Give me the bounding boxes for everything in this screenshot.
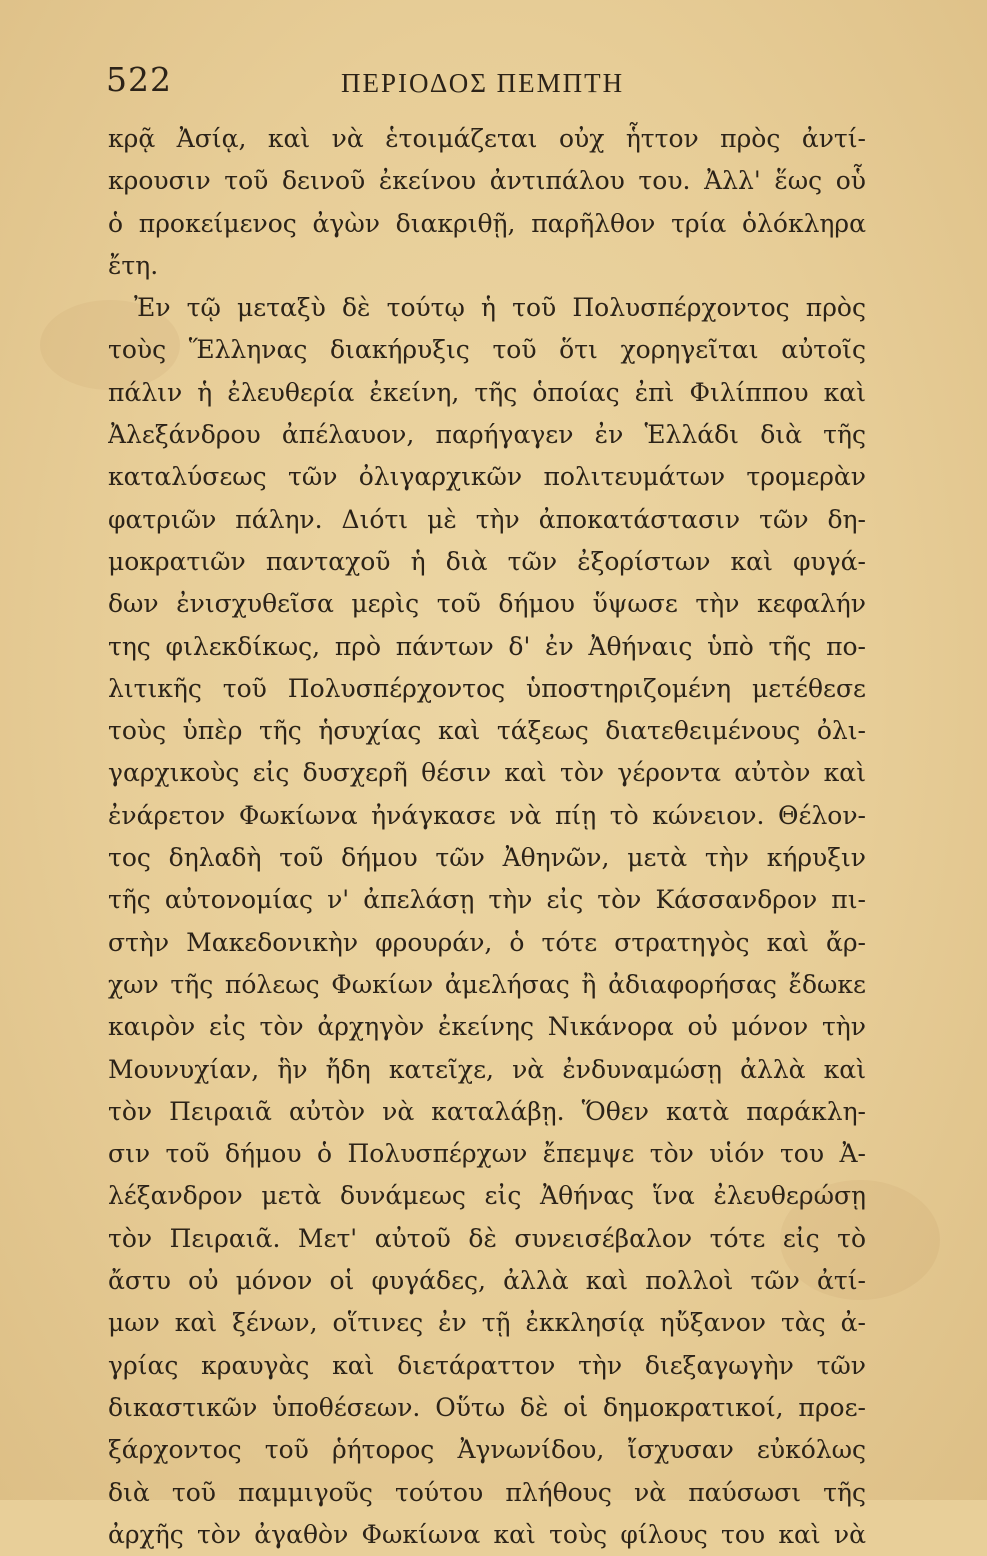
text-line: δικαστικῶν ὑποθέσεων. Οὕτω δὲ οἱ δημοκρατικοί, προε- xyxy=(108,1392,866,1422)
text-line: καιρὸν εἰς τὸν ἀρχηγὸν ἐκείνης Νικάνορα οὐ μόνον τὴν xyxy=(108,1012,866,1042)
text-line: ξάρχοντος τοῦ ῥήτορος Ἀγνωνίδου, ἴσχυσαν εὐκόλως xyxy=(108,1435,866,1465)
text-line: Ἀλεξάνδρου ἀπέλαυον, παρήγαγεν ἐν Ἑλλάδι διὰ τῆς xyxy=(108,420,866,450)
running-head: ΠΕΡΙΟΔΟΣ ΠΕΜΠΤΗ xyxy=(341,68,625,98)
text-line: τὸν Πειραιᾶ. Μετ' αὐτοῦ δὲ συνεισέβαλον τότε εἰς τὸ xyxy=(108,1223,866,1253)
text-line: Ἐν τῷ μεταξὺ δὲ τούτῳ ἡ τοῦ Πολυσπέρχοντος πρὸς xyxy=(134,293,866,323)
text-line: διὰ τοῦ παμμιγοῦς τούτου πλήθους νὰ παύσωσι τῆς xyxy=(108,1477,866,1507)
text-line: ὁ προκείμενος ἀγὼν διακριθῇ, παρῆλθον τρία ὁλόκληρα xyxy=(108,208,866,238)
text-line: μοκρατιῶν πανταχοῦ ἡ διὰ τῶν ἐξορίστων καὶ φυγά- xyxy=(108,546,866,576)
text-line: ἄστυ οὐ μόνον οἱ φυγάδες, ἀλλὰ καὶ πολλοὶ τῶν ἀτί- xyxy=(108,1266,866,1296)
text-line: πάλιν ἡ ἐλευθερία ἐκείνη, τῆς ὁποίας ἐπὶ Φιλίππου καὶ xyxy=(108,377,866,407)
text-line: γρίας κραυγὰς καὶ διετάραττον τὴν διεξαγωγὴν τῶν xyxy=(108,1350,866,1380)
text-line: Μουνυχίαν, ἣν ἤδη κατεῖχε, νὰ ἐνδυναμώσῃ ἀλλὰ καὶ xyxy=(108,1054,866,1084)
text-line: τοὺς Ἕλληνας διακήρυξις τοῦ ὅτι χορηγεῖται αὐτοῖς xyxy=(108,335,866,365)
text-line: στὴν Μακεδονικὴν φρουράν, ὁ τότε στρατηγὸς καὶ ἄρ- xyxy=(108,927,866,957)
text-line: τος δηλαδὴ τοῦ δήμου τῶν Ἀθηνῶν, μετὰ τὴν κήρυξιν xyxy=(108,843,866,873)
text-line: ἀρχῆς τὸν ἀγαθὸν Φωκίωνα καὶ τοὺς φίλους του καὶ νὰ xyxy=(108,1519,866,1549)
text-line: μων καὶ ξένων, οἵτινες ἐν τῇ ἐκκλησίᾳ ηὔξανον τὰς ἀ- xyxy=(108,1308,866,1338)
text-line: τὸν Πειραιᾶ αὐτὸν νὰ καταλάβῃ. Ὅθεν κατὰ παράκλη- xyxy=(108,1096,866,1126)
body-text xyxy=(108,118,866,1556)
text-line: κρουσιν τοῦ δεινοῦ ἐκείνου ἀντιπάλου του. Ἀλλ' ἕως οὗ xyxy=(108,166,866,196)
text-line: γαρχικοὺς εἰς δυσχερῆ θέσιν καὶ τὸν γέροντα αὐτὸν καὶ xyxy=(108,758,866,788)
text-line: λιτικῆς τοῦ Πολυσπέρχοντος ὑποστηριζομένη μετέθεσε xyxy=(108,673,866,703)
text-line: χων τῆς πόλεως Φωκίων ἀμελήσας ἢ ἀδιαφορήσας ἔδωκε xyxy=(108,969,866,999)
text-line: λέξανδρον μετὰ δυνάμεως εἰς Ἀθήνας ἵνα ἐλευθερώσῃ xyxy=(108,1181,866,1211)
text-line: καταλύσεως τῶν ὀλιγαρχικῶν πολιτευμάτων τρομερὰν xyxy=(108,462,866,492)
page-number: 522 xyxy=(106,60,172,99)
page-header xyxy=(106,60,867,104)
text-line: τῆς αὐτονομίας ν' ἀπελάσῃ τὴν εἰς τὸν Κάσσανδρον πι- xyxy=(108,885,866,915)
text-line: της φιλεκδίκως, πρὸ πάντων δ' ἐν Ἀθήναις ὑπὸ τῆς πο- xyxy=(108,631,866,661)
text-line: κρᾷ Ἀσίᾳ, καὶ νὰ ἑτοιμάζεται οὐχ ἧττον πρὸς ἀντί- xyxy=(108,124,866,153)
text-line: σιν τοῦ δήμου ὁ Πολυσπέρχων ἔπεμψε τὸν υἱόν του Ἀ- xyxy=(108,1139,866,1169)
text-line: δων ἐνισχυθεῖσα μερὶς τοῦ δήμου ὕψωσε τὴν κεφαλήν xyxy=(108,589,866,619)
text-line: τοὺς ὑπὲρ τῆς ἡσυχίας καὶ τάξεως διατεθειμένους ὀλι- xyxy=(108,716,866,746)
text-line: φατριῶν πάλην. Διότι μὲ τὴν ἀποκατάστασιν τῶν δη- xyxy=(108,504,866,534)
text-line: ἐνάρετον Φωκίωνα ἠνάγκασε νὰ πίῃ τὸ κώνειον. Θέλον- xyxy=(108,800,866,830)
text-line: ἔτη. xyxy=(108,250,159,280)
